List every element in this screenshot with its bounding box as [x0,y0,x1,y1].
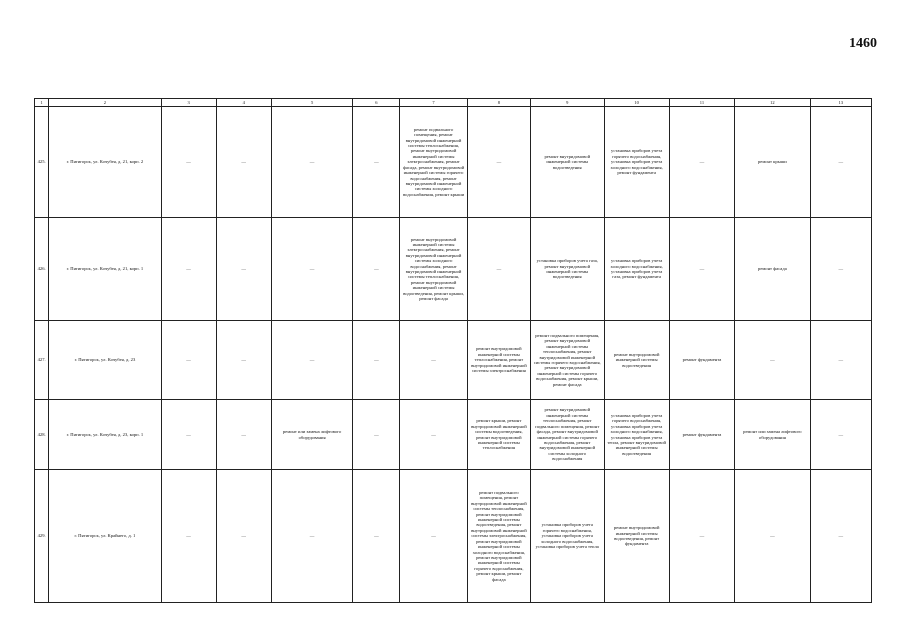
cell-col-12: ремонт или замена лифтового оборудования [735,400,811,470]
column-number: 7 [400,99,467,107]
cell-col-13: — [810,400,871,470]
cell-col-13: — [810,107,871,218]
cell-col-8: ремонт подвального помещения, ремонт внутридомовой инженерной системы теплоснабжения, ремонт внутридомовой инженерной системы водоотведения, ремонт внутридомовой инженерной системы электроснабжения, ремонт внутридомовой инженерной системы холодного водоснабжения, ремонт внутридомовой инженерной системы горячего водоснабжения, ремонт крыши, ремонт фасада [467,470,530,603]
cell-col-10: ремонт внутридомовой инженерной системы водоотведения, ремонт фундамента [604,470,669,603]
cell-col-7: — [400,321,467,400]
cell-col-12: ремонт крыши [735,107,811,218]
cell-col-9: ремонт подвального помещения, ремонт внутридомовой инженерной системы теплоснабжения, ремонт внутридомовой инженерной системы горячего водоснабжения, ремонт внутридомовой инженерной системы горячего водоснабжения, ремонт крыши, ремонт фасада [531,321,604,400]
address-cell: г. Пятигорск, ул. Кочубея, д. 23 [49,321,161,400]
cell-col-8: ремонт внутридомовой инженерной системы теплоснабжения, ремонт внутридомовой инженерной системы электроснабжения [467,321,530,400]
cell-col-11: ремонт фундамента [669,321,734,400]
cell-col-4: — [216,470,271,603]
column-number: 11 [669,99,734,107]
cell-col-10: ремонт внутридомовой инженерной системы водоотведения [604,321,669,400]
cell-col-13: — [810,218,871,321]
cell-col-8: ремонт крыши, ремонт внутридомовой инженерной системы водоотведения, ремонт внутридомовой инженерной системы теплоснабжения [467,400,530,470]
cell-col-13: — [810,470,871,603]
cell-col-7: ремонт внутридомовой инженерной системы электроснабжения, ремонт внутридомовой инженерной системы холодного водоснабжения, ремонт внутридомовой инженерной системы теплоснабжения, ремонт внутридомовой инженерной системы водоотведения, ремонт крыши, ремонт фасада [400,218,467,321]
cell-col-7: ремонт подвального помещения, ремонт внутридомовой инженерной системы теплоснабжения, ремонт внутридомовой инженерной системы электроснабжения, ремонт фасада, ремонт внутридомовой инженерной системы горячего водоснабжения, ремонт внутридомовой инженерной системы холодного водоснабжения, ремонт крыши [400,107,467,218]
column-number: 5 [271,99,353,107]
row-number: 427. [35,321,49,400]
cell-col-4: — [216,321,271,400]
cell-col-6: — [353,400,400,470]
row-number: 425. [35,107,49,218]
cell-col-9: ремонт внутридомовой инженерной системы водоотведения [531,107,604,218]
cell-col-8: — [467,107,530,218]
table-row [35,321,872,400]
cell-col-5: — [271,218,353,321]
column-number: 2 [49,99,161,107]
cell-col-9: установка приборов учета горячего водоснабжения, установка приборов учета холодного водоснабжения, установка приборов учета тепла [531,470,604,603]
cell-col-11: — [669,470,734,603]
column-number: 4 [216,99,271,107]
cell-col-6: — [353,107,400,218]
column-number: 1 [35,99,49,107]
cell-col-3: — [161,218,216,321]
row-number: 426. [35,218,49,321]
cell-col-5: — [271,107,353,218]
cell-col-7: — [400,470,467,603]
cell-col-9: установка приборов учета газа, ремонт внутридомовой инженерной системы водоотведения [531,218,604,321]
cell-col-12: — [735,321,811,400]
cell-col-10: установка приборов учета горячего водоснабжения, установка приборов учета холодного водоснабжения, ремонт фундамента [604,107,669,218]
row-number: 428. [35,400,49,470]
column-number: 12 [735,99,811,107]
address-cell: г. Пятигорск, ул. Кочубея, д. 23, корп. 1 [49,400,161,470]
cell-col-11: ремонт фундамента [669,400,734,470]
cell-col-13: — [810,321,871,400]
row-number: 429. [35,470,49,603]
cell-col-3: — [161,107,216,218]
cell-col-3: — [161,400,216,470]
cell-col-12: — [735,470,811,603]
capital-repair-table [34,98,872,603]
column-number: 13 [810,99,871,107]
cell-col-3: — [161,470,216,603]
cell-col-5: ремонт или замена лифтового оборудования [271,400,353,470]
column-number: 3 [161,99,216,107]
cell-col-11: — [669,218,734,321]
cell-col-6: — [353,470,400,603]
column-number: 9 [531,99,604,107]
column-number-row [35,99,872,107]
table-row [35,218,872,321]
cell-col-11: — [669,107,734,218]
cell-col-8: — [467,218,530,321]
cell-col-7: — [400,400,467,470]
column-number: 6 [353,99,400,107]
address-cell: г. Пятигорск, ул. Кочубея, д. 21, корп. 1 [49,218,161,321]
address-cell: г. Пятигорск, ул. Крайнего, д. 1 [49,470,161,603]
cell-col-3: — [161,321,216,400]
cell-col-5: — [271,321,353,400]
table-row [35,107,872,218]
column-number: 8 [467,99,530,107]
cell-col-6: — [353,321,400,400]
cell-col-12: ремонт фасада [735,218,811,321]
cell-col-10: установка приборов учета холодного водоснабжения, установка приборов учета газа, ремонт фундамента [604,218,669,321]
cell-col-4: — [216,400,271,470]
cell-col-6: — [353,218,400,321]
cell-col-9: ремонт внутридомовой инженерной системы теплоснабжения, ремонт подвального помещения, ремонт фасада, ремонт внутридомовой инженерной системы горячего водоснабжения, ремонт внутридомовой инженерной системы холодного водоснабжения [531,400,604,470]
cell-col-10: установка приборов учета горячего водоснабжения, установка приборов учета холодного водоснабжения, установка приборов учета тепла, ремонт внутридомовой инженерной системы водоотведения [604,400,669,470]
cell-col-5: — [271,470,353,603]
table-row [35,400,872,470]
table-row [35,470,872,603]
column-number: 10 [604,99,669,107]
page-number: 1460 [849,36,877,51]
address-cell: г. Пятигорск, ул. Кочубея, д. 21, корп. 2 [49,107,161,218]
cell-col-4: — [216,107,271,218]
cell-col-4: — [216,218,271,321]
